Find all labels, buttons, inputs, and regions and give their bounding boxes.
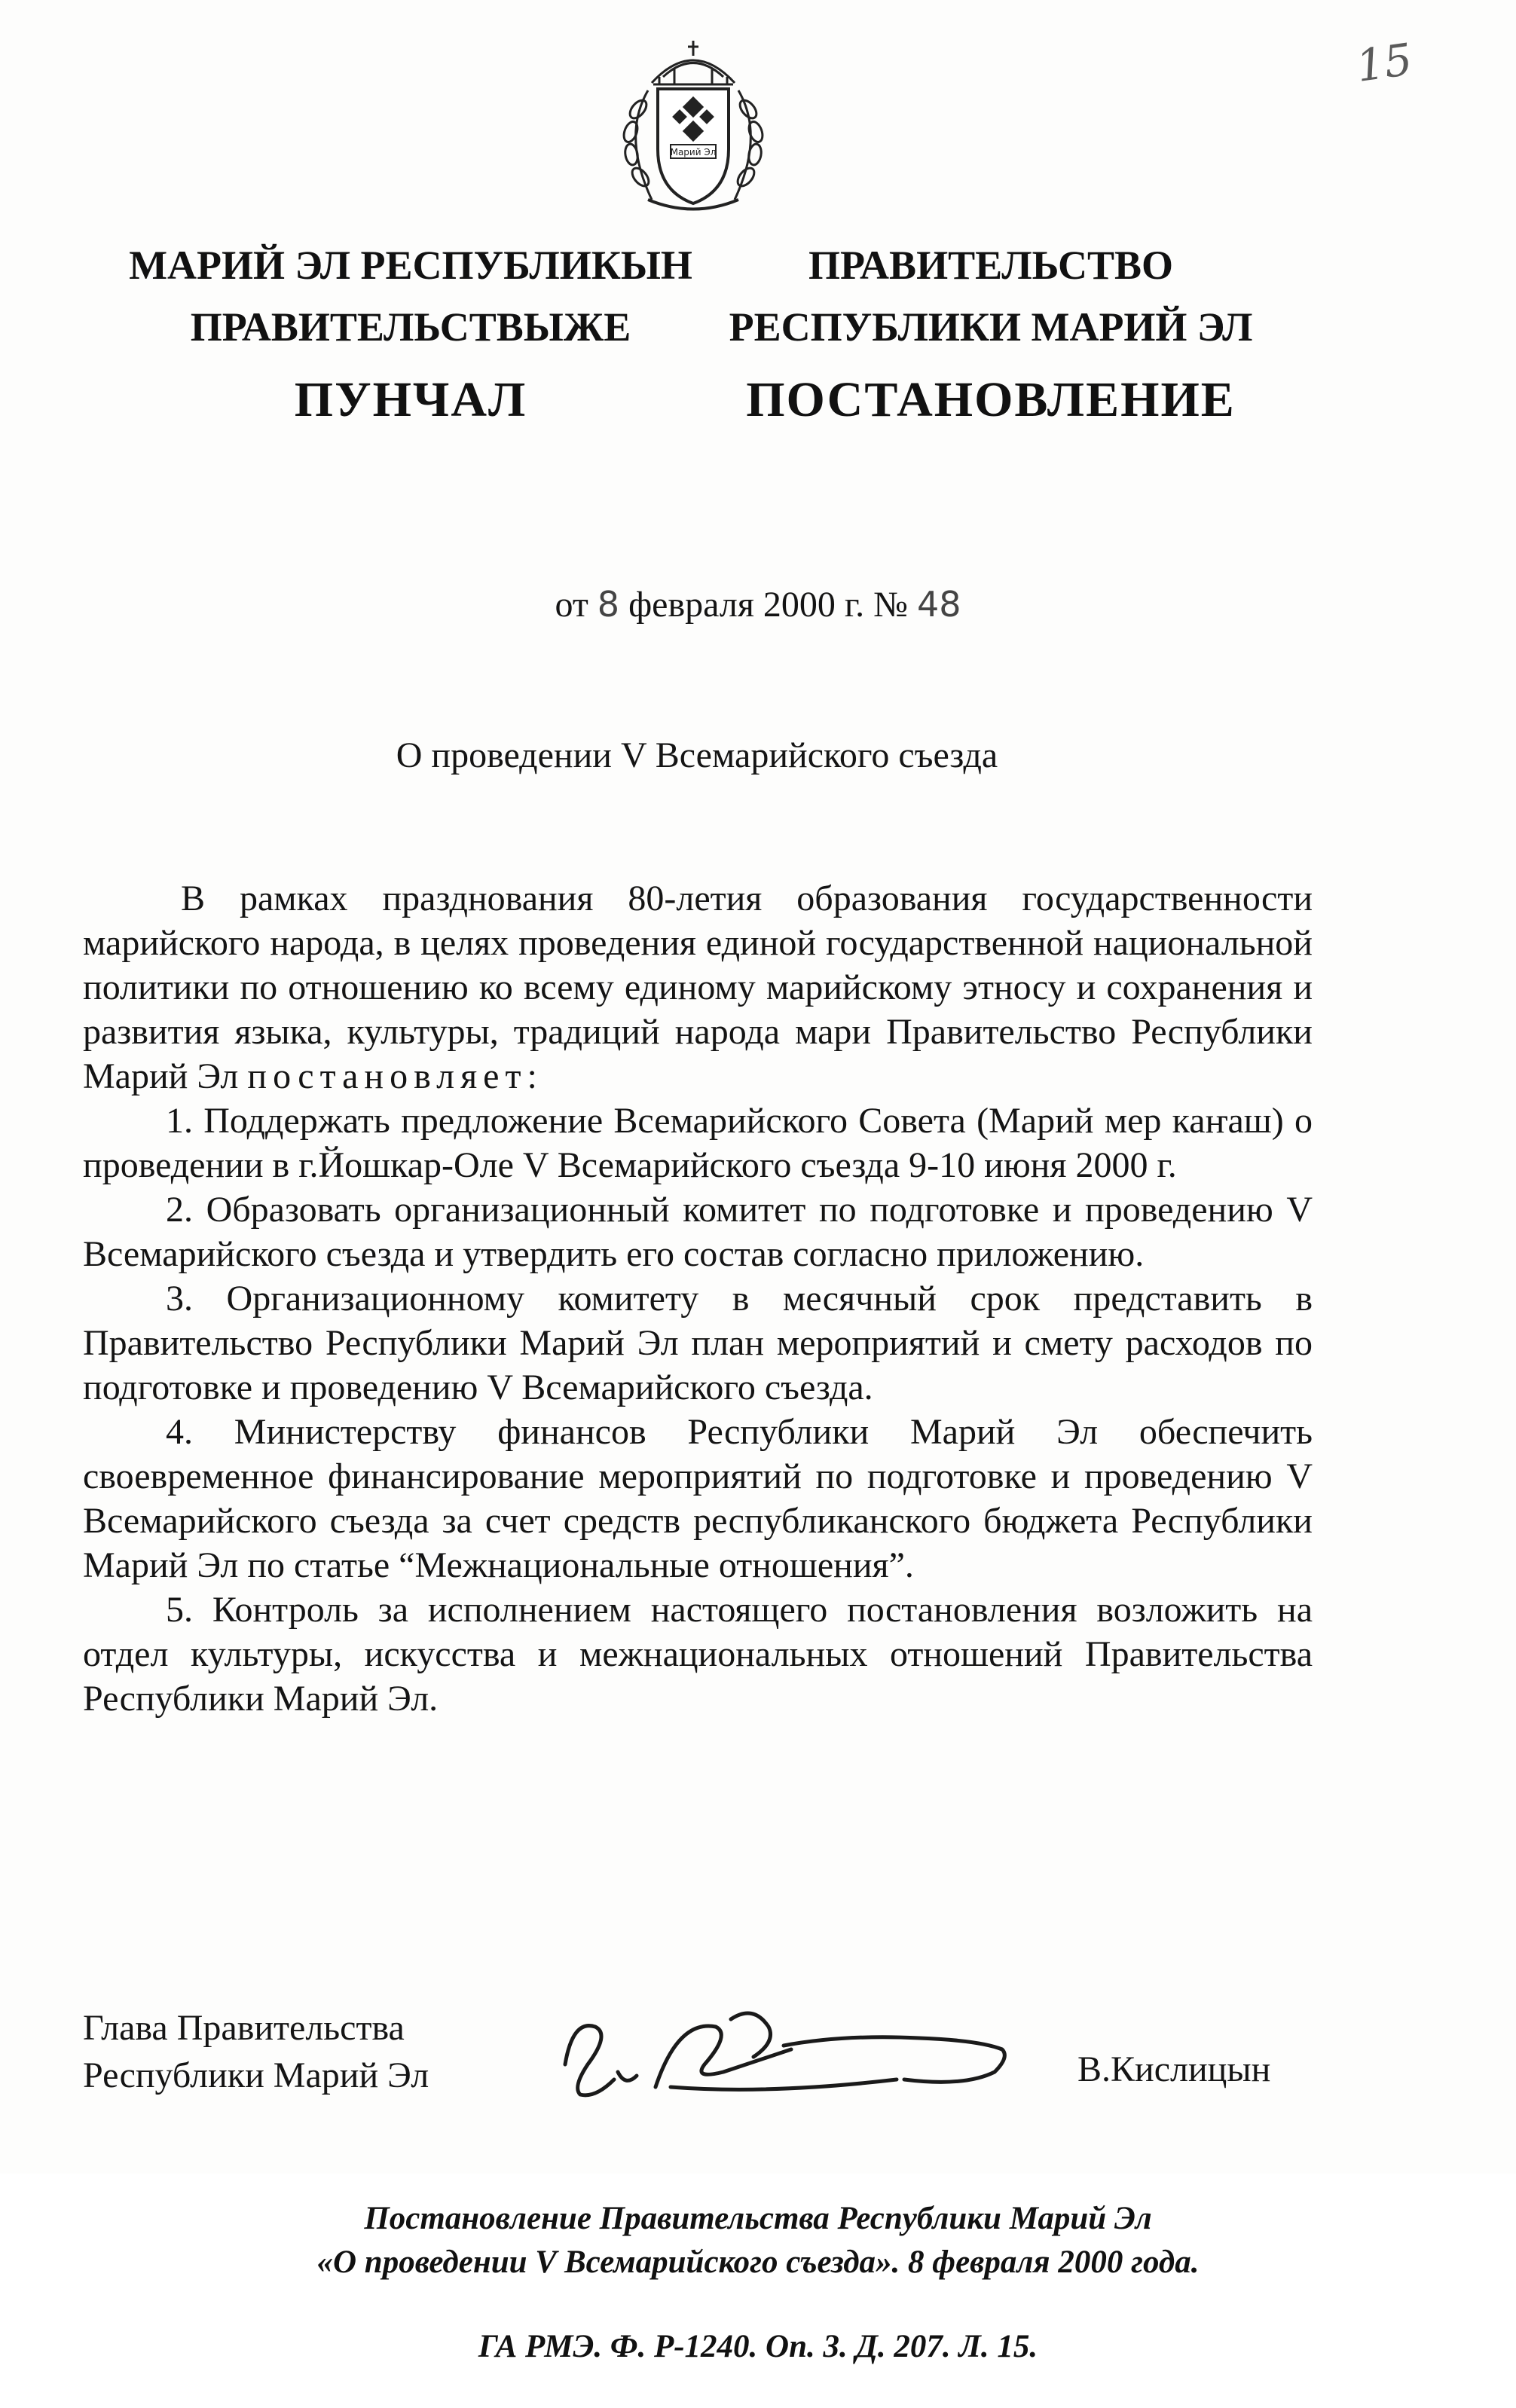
date-day: 8 xyxy=(597,584,620,625)
caption-line2: «О проведении V Всемарийского съезда». 8 февраля 2000 года. xyxy=(316,2245,1200,2280)
signatory-name: В.Кислицын xyxy=(1077,2049,1271,2089)
body-item-5: 5. Контроль за исполнением настоящего постановления возложить на отдел культуры, искусства и межнациональных отношений Правительства Республики Марий Эл. xyxy=(83,1590,1313,1719)
handwritten-signature xyxy=(543,1974,1040,2132)
body-item-2: 2. Образовать организационный комитет по подготовке и проведению V Всемарийского съезда и утвердить его состав согласно приложению. xyxy=(83,1190,1313,1274)
signatory-title xyxy=(83,2004,535,2099)
signatory-title-line2: Республики Марий Эл xyxy=(83,2055,429,2095)
coat-of-arms-emblem xyxy=(607,30,780,226)
body-item-4: 4. Министерству финансов Республики Марий Эл обеспечить своевременное финансирование мероприятий по подготовке и проведению V Всемарийского съезда за счет средств республиканского бюджета Республики Марий Эл по статье “Межнациональные отношения”. xyxy=(83,1412,1313,1585)
document-number: 48 xyxy=(916,584,961,625)
emblem-ribbon-text: Марий Эл xyxy=(670,147,717,157)
signatory-title-line1: Глава Правительства xyxy=(83,2008,405,2048)
header-right-line2: РЕСПУБЛИКИ МАРИЙ ЭЛ xyxy=(729,304,1253,350)
document-body xyxy=(83,876,1313,1721)
header-left-line2: ПРАВИТЕЛЬСТВЫЖЕ xyxy=(190,304,631,350)
preamble-verb: постановляет: xyxy=(247,1056,543,1096)
date-month-year: февраля 2000 г. № xyxy=(628,585,908,625)
header-left-doc-type: ПУНЧАЛ xyxy=(294,372,527,427)
document-title: О проведении V Всемарийского съезда xyxy=(396,735,998,775)
page-number: 15 xyxy=(1352,33,1416,93)
preamble xyxy=(83,876,1313,1099)
preamble-text: В рамках празднования 80-летия образования государственности марийского народа, в целях проведения единой государственной национальной политики по отношению ко всему единому марийскому этносу и сохранения и развития языка, культуры, традиций народа мари Правительство Республики Марий Эл xyxy=(83,879,1313,1096)
body-item-3: 3. Организационному комитету в месячный срок представить в Правительство Республики Марий Эл план мероприятий и смету расходов по подготовке и проведению V Всемарийского съезда. xyxy=(83,1279,1313,1407)
header-right-line1: ПРАВИТЕЛЬСТВО xyxy=(808,243,1174,288)
header-left-line1: МАРИЙ ЭЛ РЕСПУБЛИКЫН xyxy=(129,243,692,288)
body-item-1: 1. Поддержать предложение Всемарийского Совета (Марий мер каҥаш) о проведении в г.Йошкар-Оле V Всемарийского съезда 9-10 июня 2000 г. xyxy=(83,1101,1313,1185)
archive-reference: ГА РМЭ. Ф. Р-1240. Оп. 3. Д. 207. Л. 15. xyxy=(478,2329,1038,2364)
date-prefix: от xyxy=(555,585,588,625)
header-right-doc-type: ПОСТАНОВЛЕНИЕ xyxy=(746,372,1236,427)
caption-line1: Постановление Правительства Республики Марий Эл xyxy=(364,2201,1152,2236)
date-line xyxy=(0,584,1516,625)
